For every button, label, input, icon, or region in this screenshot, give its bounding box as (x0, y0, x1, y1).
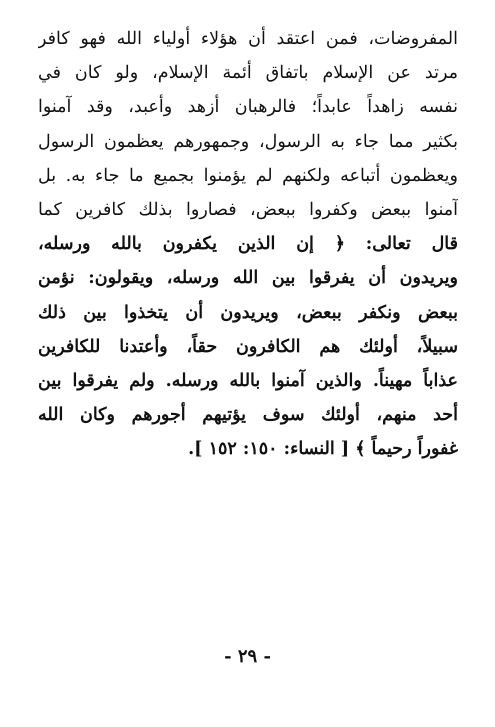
text-line-6: آمنوا ببعض وكفروا ببعض، فصاروا بذلك كافرين كما (38, 200, 458, 221)
page-number: - ٢٩ - (224, 646, 271, 667)
text-line-5: ويعظمون أتباعه ولكنهم لم يؤمنوا بجميع ما جاء به. بل (38, 165, 458, 186)
text-line-1: المفروضات، فمن اعتقد أن هؤلاء أولياء الله فهو كافر (38, 29, 458, 49)
quran-verse-line-2: ويريدون أن يفرقوا بين الله ورسله، ويقولون: نؤمن (38, 268, 458, 289)
quran-verse-line-7: غفوراً رحيماً ﴾ [ النساء: ١٥٠: ١٥٢ ]. (188, 439, 458, 460)
text-line-3: نفسه زاهداً عابداً؛ فالرهبان أزهد وأعبد، وقد آمنوا (38, 97, 458, 118)
page-body-text (38, 22, 458, 467)
text-line-2: مرتد عن الإسلام باتفاق أئمة الإسلام، ولو كان في (38, 63, 458, 84)
quran-verse-line-4: سبيلاً، أولئك هم الكافرون حقاً، وأعتدنا للكافرين (38, 336, 458, 357)
quran-verse-line-1: قال تعالى: ﴿ إن الذين يكفرون بالله ورسله، (38, 234, 458, 255)
quran-verse-line-6: أحد منهم، أولئك سوف يؤتيهم أجورهم وكان الله (38, 405, 458, 426)
quran-verse-line-5: عذاباً مهيناً. والذين آمنوا بالله ورسله. ولم يفرقوا بين (38, 371, 458, 392)
text-line-4: بكثير مما جاء به الرسول، وجمهورهم يعظمون الرسول (38, 131, 458, 152)
quran-verse-line-3: ببعض ونكفر ببعض، ويريدون أن يتخذوا بين ذلك (38, 302, 458, 323)
